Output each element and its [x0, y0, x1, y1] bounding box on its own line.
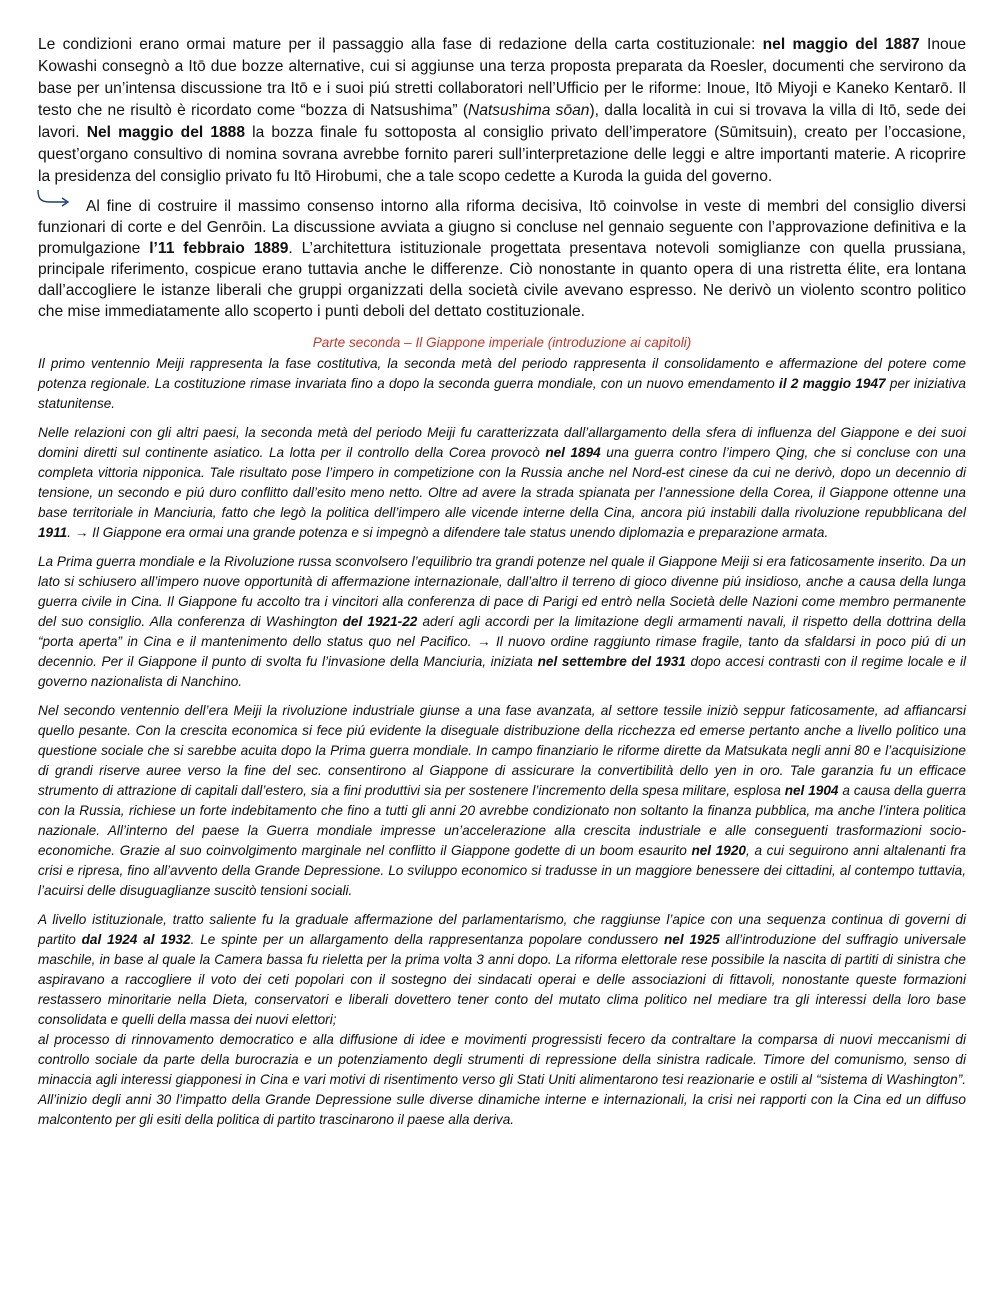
text-run: Il primo ventennio Meiji rappresenta la fase costitutiva, la seconda metà del periodo rappresenta il consolidamento e affermazione del potere come potenza regionale. La costituzione rimase invariata fino a dopo la seconda guerra mondiale, con un nuovo emendamento [38, 356, 966, 391]
text-run: ), dalla località in cui si trovava la villa di Itō, sede dei lavori. [38, 102, 966, 141]
date-highlight: l’11 febbraio 1889 [149, 240, 289, 257]
right-arrow-icon: → [74, 525, 89, 540]
text-run: . L’architettura istituzionale progettata presentava notevoli somiglianze con quella prussiana, principale riferimento, cospicue erano tuttavia anche le differenze. Ciò nonostante in quanto opera di una ristretta élite, era lontana dall’accogliere le istanze liberali che gruppi organizzati della società civile avevano espresso. Ne derivò un violento scontro politico che mise immediatamente allo scoperto i punti deboli del dettato costituzionale. [38, 240, 966, 320]
paragraph-democratic-renewal: al processo di rinnovamento democratico e alla diffusione di idee e movimenti progressisti fecero da contraltare la comparsa di nuovi meccanismi di controllo sociale da parte della burocrazia e un potenziamento degli strumenti di repressione della sinistra radicale. Timore del comunismo, senso di minaccia agli interessi giapponesi in Cina e vari motivi di risentimento verso gli Stati Uniti alimentarono tesi reazionarie e ostili al “sistema di Washington”. All’inizio degli anni 30 l’impatto della Grande Depressione sulle diverse dinamiche interne e internazionali, la crisi nei rapporti con la Cina ed un diffuso malcontento per gli esiti della politica di partito trascinarono il paese alla deriva. [38, 1032, 966, 1127]
paragraph-meiji-phases [38, 354, 966, 414]
text-run: per iniziativa statunitense. [38, 376, 966, 411]
date-highlight: Nel maggio del 1888 [86, 124, 246, 141]
date-highlight: nel 1925 [663, 932, 720, 947]
text-run: La Prima guerra mondiale e la Rivoluzione russa sconvolsero l’equilibrio tra grandi potenze nel quale il Giappone Meiji si era faticosamente inserito. Da un lato si schiusero all’impero nuove opportunità di affermazione internazionale, dall’altro il terreno di gioco divenne piú insidioso, anche a causa della lunga guerra civile in Cina. Il Giappone fu accolto tra i vincitori alla conferenza di pace di Parigi ed entrò nella Società delle Nazioni come membro permanente del suo consiglio. Alla conferenza di Washington [38, 554, 966, 629]
paragraph-constitution-drafting [38, 34, 966, 188]
text-run: a causa della guerra con la Russia, richiese un forte indebitamento che fino a tutti gli anni 20 avrebbe condizionato non soltanto la finanza pubblica, ma anche l’intera politica nazionale. All’interno del paese la Guerra mondiale impresse un’accelerazione alla crescita industriale e alle conseguenti trasformazioni socio-economiche. Grazie al suo coinvolgimento marginale nel conflitto il Giappone godette di un boom esaurito [38, 783, 966, 858]
date-highlight: dal 1924 al 1932 [81, 932, 191, 947]
paragraph-foreign-relations [38, 423, 966, 543]
term-italic: Natsushima sōan [468, 102, 590, 119]
text-run: , a cui seguirono anni altalenanti fra crisi e ripresa, fino all’avvento della Grande Depressione. Lo sviluppo economico si tradusse in un maggiore benessere dei cittadini, al contempo tuttavia, l’acuirsi delle disuguaglianze suscitò tensioni sociali. [38, 843, 966, 898]
text-run: Al fine di costruire il massimo consenso intorno alla riforma decisiva, Itō coinvolse in veste di membri del consiglio diversi funzionari di corte e del Genrōin. La discussione avviata a giugno si concluse nel gennaio seguente con l’approvazione definitiva e la promulgazione [38, 198, 966, 257]
text-run: . Le spinte per un allargamento della rappresentanza popolare condussero [190, 932, 664, 947]
text-run: una guerra contro l’impero Qing, che si concluse con una completa vittoria nipponica. Tale risultato pose l’impero in competizione con la Russia anche nel Nord-est cinese da cui ne derivò, dopo un decennio di tensione, un secondo e piú duro conflitto dall’esito meno netto. Oltre ad avere la strada spianata per l’annessione della Corea, il Giappone ottenne una base territoriale in Manciuria, fatto che legò la politica dell’impero alle vicende interne della Cina, ancora piú instabili dalla rivoluzione repubblicana del [38, 445, 966, 520]
curved-arrow-icon [32, 188, 78, 210]
date-highlight: il 2 maggio 1947 [779, 376, 886, 391]
paragraph-promulgation [38, 196, 966, 322]
text-run: Nel secondo ventennio dell’era Meiji la rivoluzione industriale giunse a una fase avanzata, al settore tessile iniziò seppur faticosamente, ad affiancarsi quello pesante. Con la crescita economica si fece piú evidente la diseguale distribuzione della ricchezza ed emerse pertanto anche a livello politico una questione sociale che si sarebbe acuita dopo la Prima guerra mondiale. In campo finanziario le riforme dirette da Matsukata negli anni 80 e l’acquisizione di grandi riserve auree verso la fine del sec. consentirono al Giappone di assicurare la convertibilità dello yen in oro. Tale garanzia fu un efficace strumento di attrazione di capitali dall’estero, sia a fini produttivi sia per sostenere l’incremento della spesa militare, esplosa [38, 703, 966, 798]
text-run: Il Giappone era ormai una grande potenza e si impegnò a difendere tale status unendo diplomazia e preparazione armata. [88, 525, 829, 540]
text-run: la bozza finale fu sottoposta al consiglio privato dell’imperatore (Sūmitsuin), creato per l’occasione, quest’organo consultivo di nomina sovrana avrebbe fornito pareri sull’interpretazione delle leggi e altre importanti materie. A ricoprire la presidenza del consiglio privato fu Itō Hirobumi, che a tale scopo cedette a Kuroda la guida del governo. [38, 124, 966, 185]
text-run: Le condizioni erano ormai mature per il passaggio alla fase di redazione della carta costituzionale: [38, 36, 763, 53]
paragraph-parliamentarism [38, 910, 966, 1030]
text-run: dopo accesi contrasti con il regime locale e il governo nazionalista di Nanchino. [38, 654, 967, 689]
paragraph-world-war-one [38, 552, 966, 692]
date-highlight: nel 1894 [545, 445, 601, 460]
right-arrow-icon: → [476, 634, 491, 649]
date-highlight: nel settembre del 1931 [537, 654, 686, 669]
text-run: Inoue Kowashi consegnò a Itō due bozze alternative, cui si aggiunse una terza proposta preparata da Roesler, documenti che servirono da base per un’intensa discussione tra Itō e i suoi piú stretti collaboratori nell’Ufficio per le riforme: Inoue, Itō Miyoji e Kaneko Kentarō. Il testo che ne risultò è ricordato come “bozza di Natsushima” ( [38, 36, 967, 119]
text-run: Nelle relazioni con gli altri paesi, la seconda metà del periodo Meiji fu caratterizzata dall’allargamento della sfera di influenza del Giappone e dei suoi domini diretti sul continente asiatico. La lotta per il controllo della Corea provocò [38, 425, 966, 460]
document-page [38, 34, 966, 1139]
date-highlight: nel 1904 [784, 783, 839, 798]
date-highlight: 1911 [38, 525, 68, 540]
date-highlight: nel 1920 [691, 843, 746, 858]
paragraph-economy [38, 701, 966, 901]
date-highlight: nel maggio del 1887 [762, 36, 920, 53]
text-run: . [67, 525, 75, 540]
text-run: Il nuovo ordine raggiunto rimase fragile, tanto da sfaldarsi in poco piú di un decennio. Per il Giappone il punto di svolta fu l’invasione della Manciuria, iniziata [38, 634, 966, 669]
text-run: A livello istituzionale, tratto saliente fu la graduale affermazione del parlamentarismo, che raggiunse l’apice con una sequenza continua di governi di partito [38, 912, 966, 947]
date-highlight: del 1921-22 [342, 614, 418, 629]
section-heading: Parte seconda – Il Giappone imperiale (introduzione ai capitoli) [312, 335, 692, 350]
text-run: aderí agli accordi per la limitazione degli armamenti navali, il rispetto della dottrina della “porta aperta” in Cina e il mantenimento dello status quo nel Pacifico. [38, 614, 966, 649]
text-run: all’introduzione del suffragio universale maschile, in base al quale la Camera bassa fu rieletta per la prima volta 3 anni dopo. La riforma elettorale rese possibile la nascita di partiti di sinistra che aspiravano a raccogliere il voto dei ceti popolari con il sostegno dei sindacati operai e delle associazioni di fittavoli, nonostante queste formazioni restassero minoritarie nella Dieta, conservatori e liberali dovettero tener conto del mutato clima politico nel mediare tra gli interessi della loro base consolidata e quelli della massa dei nuovi elettori; [38, 932, 966, 1027]
